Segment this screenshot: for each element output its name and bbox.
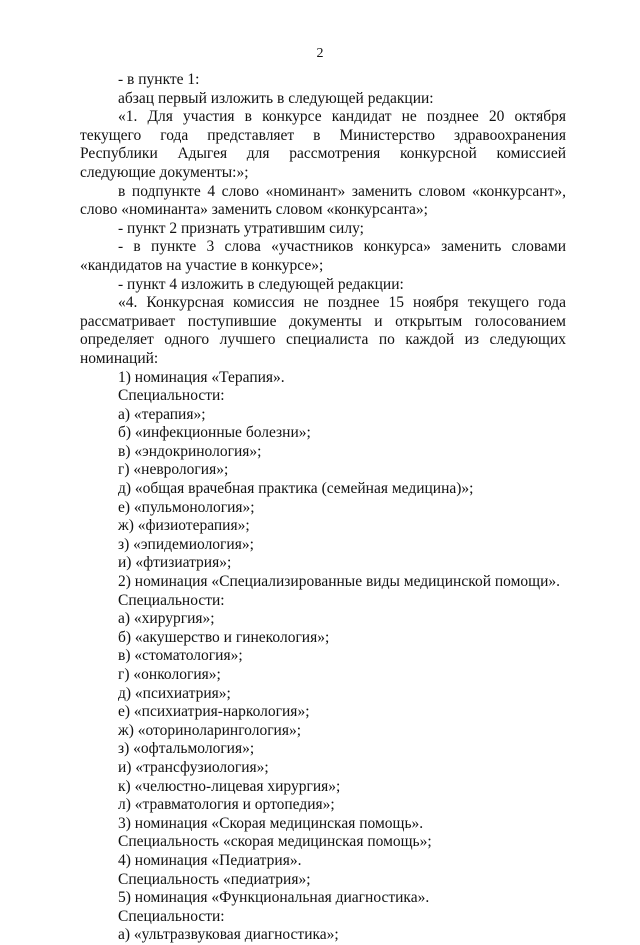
paragraph: - пункт 4 изложить в следующей редакции: [118, 275, 404, 293]
list-item: з) «эпидемиология»; [118, 535, 254, 553]
list-item: 4) номинация «Педиатрия». [118, 851, 302, 869]
paragraph: - в пункте 1: [118, 71, 200, 88]
list-item: б) «акушерство и гинекология»; [118, 628, 330, 646]
quoted-paragraph: «4. Конкурсная комиссия не позднее 15 ноября текущего года рассматривает поступившие документы и открытым голосованием определяет одного лучшего специалиста по каждой из следующих номинаций: [80, 294, 566, 367]
nominations-list [80, 369, 566, 945]
list-item: г) «онкология»; [118, 666, 221, 683]
list-item: и) «трансфузиология»; [118, 758, 269, 776]
list-item: з) «офтальмология»; [118, 740, 255, 758]
list-item: 5) номинация «Функциональная диагностика». [118, 889, 430, 907]
paragraph: в подпункте 4 слово «номинант» заменить словом «конкурсант», слово «номинанта» заменить словом «конкурсанта»; [80, 182, 566, 219]
list-item: а) «терапия»; [118, 405, 206, 423]
list-item: 1) номинация «Терапия». [118, 368, 285, 386]
paragraph: - пункт 2 признать утратившим силу; [118, 219, 364, 237]
quoted-paragraph: «1. Для участия в конкурсе кандидат не позднее 20 октября текущего года представляет в Министерство здравоохранения Республики Адыгея для рассмотрения конкурсной комиссией следующие документы:»; [80, 108, 566, 181]
list-item: в) «эндокринология»; [118, 442, 262, 460]
list-item: б) «инфекционные болезни»; [118, 424, 311, 442]
page-number: 2 [316, 46, 324, 61]
paragraph: абзац первый изложить в следующей редакции: [118, 89, 434, 107]
list-item: к) «челюстно-лицевая хирургия»; [118, 777, 341, 795]
list-item: л) «травматология и ортопедия»; [118, 796, 335, 814]
list-item: д) «общая врачебная практика (семейная медицина)»; [118, 480, 474, 498]
list-item: 3) номинация «Скорая медицинская помощь». [118, 814, 424, 832]
list-item: а) «ультразвуковая диагностика»; [118, 926, 339, 944]
list-item: а) «хирургия»; [118, 610, 215, 628]
list-item: 2) номинация «Специализированные виды медицинской помощи». [118, 573, 561, 591]
list-item: ж) «физиотерапия»; [118, 517, 250, 535]
list-item: е) «психиатрия-наркология»; [118, 703, 310, 721]
list-item: ж) «оториноларингология»; [118, 721, 302, 739]
list-item: е) «пульмонология»; [118, 498, 255, 516]
list-item: Специальности: [118, 591, 225, 609]
list-item: в) «стоматология»; [118, 647, 243, 665]
list-item: д) «психиатрия»; [118, 684, 231, 702]
list-item: Специальности: [118, 907, 225, 925]
list-item: г) «неврология»; [118, 461, 229, 479]
document-body [80, 71, 566, 945]
list-item: Специальность «скорая медицинская помощь»; [118, 833, 432, 851]
list-item: и) «фтизиатрия»; [118, 554, 232, 572]
paragraph: - в пункте 3 слова «участников конкурса» заменить словами «кандидатов на участие в конкурсе»; [80, 238, 566, 274]
list-item: Специальности: [118, 387, 225, 405]
list-item: Специальность «педиатрия»; [118, 870, 311, 888]
